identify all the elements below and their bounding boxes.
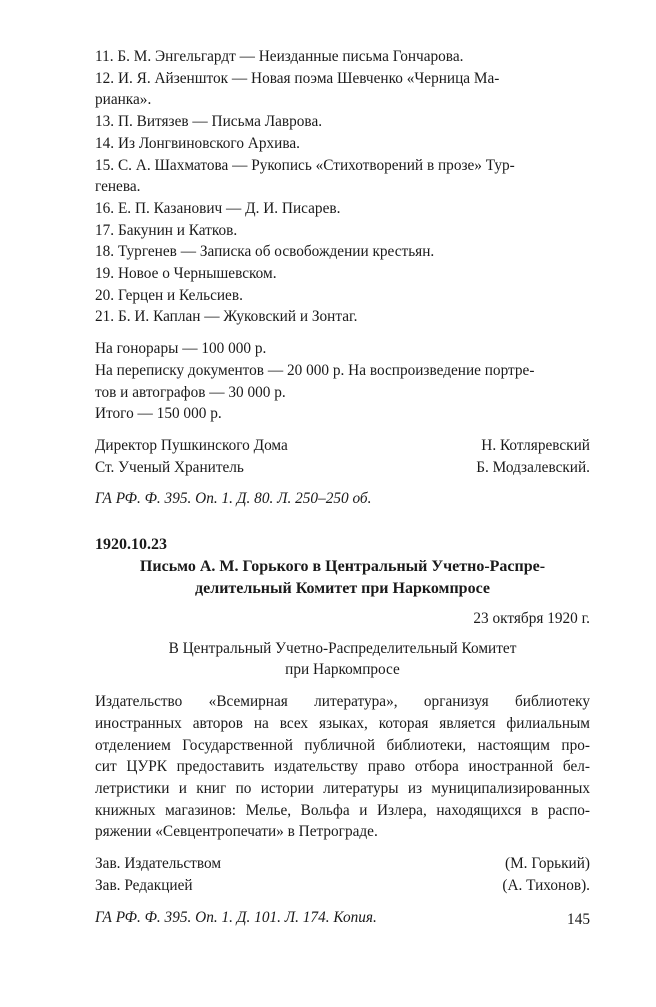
list-item: 16. Е. П. Казанович — Д. И. Писарев. xyxy=(95,199,341,217)
list-item: 18. Тургенев — Записка об освобождении крестьян. xyxy=(95,243,435,261)
page-number: 145 xyxy=(567,911,590,928)
list-item: 15. С. А. Шахматова — Рукопись «Стихотворений в прозе» Тур- xyxy=(95,156,515,174)
archive-source: ГА РФ. Ф. 395. Оп. 1. Д. 101. Л. 174. Копия. xyxy=(95,908,377,926)
signature-name: Н. Котляревский xyxy=(481,436,590,454)
body-line: сит ЦУРК предоставить издательству право отбора иностранной бел- xyxy=(95,758,590,776)
document-title-line: делительный Комитет при Наркомпросе xyxy=(195,580,490,598)
budget-fees: На гонорары — 100 000 р. xyxy=(95,340,267,358)
letter-body xyxy=(95,691,590,843)
document-id: 1920.10.23 xyxy=(95,536,167,554)
publication-list xyxy=(95,46,590,328)
list-item: 19. Новое о Чернышевском. xyxy=(95,265,277,283)
list-item: 17. Бакунин и Катков. xyxy=(95,221,238,239)
budget-section xyxy=(95,338,590,425)
list-item: 20. Герцен и Кельсиев. xyxy=(95,286,243,304)
signature-row xyxy=(95,853,590,875)
signature-role: Зав. Издательством xyxy=(95,855,222,873)
page-content xyxy=(95,46,590,928)
body-line: отделением Государственной публичной библиотеки, настоящим про- xyxy=(95,736,590,754)
addressee xyxy=(95,638,590,681)
signature-block xyxy=(95,853,590,896)
signature-role: Директор Пушкинского Дома xyxy=(95,436,288,454)
signature-name: Б. Модзалевский. xyxy=(476,458,590,476)
signature-name: (А. Тихонов). xyxy=(502,876,590,894)
list-item: 21. Б. И. Каплан — Жуковский и Зонтаг. xyxy=(95,308,358,326)
body-line: ряжении «Севцентропечати» в Петрограде. xyxy=(95,823,378,841)
list-item: 11. Б. М. Энгельгардт — Неизданные письма Гончарова. xyxy=(95,48,464,65)
body-line: Издательство «Всемирная литература», организуя библиотеку xyxy=(95,693,590,711)
signature-row xyxy=(95,435,590,457)
list-item: 13. П. Витязев — Письма Лаврова. xyxy=(95,113,323,131)
document-title-line: Письмо А. М. Горького в Центральный Учетно-Распре- xyxy=(139,558,546,576)
document-title xyxy=(95,556,590,600)
signature-name: (М. Горький) xyxy=(504,855,590,873)
list-item: 12. И. Я. Айзеншток — Новая поэма Шевченко «Черница Ма- xyxy=(95,69,500,87)
signature-block xyxy=(95,435,590,478)
signature-row xyxy=(95,875,590,897)
archive-source: ГА РФ. Ф. 395. Оп. 1. Д. 80. Л. 250–250 об. xyxy=(95,490,372,508)
list-item-continuation: генева. xyxy=(95,178,141,196)
body-line: иностранных авторов на всех языках, которая является филиальным xyxy=(95,714,590,732)
signature-row xyxy=(95,457,590,479)
addressee-line: В Центральный Учетно-Распределительный Комитет xyxy=(168,639,517,657)
budget-copying: На переписку документов — 20 000 р. На воспроизведение портре- xyxy=(95,361,535,379)
budget-copying-cont: тов и автографов — 30 000 р. xyxy=(95,383,286,401)
document-date: 23 октября 1920 г. xyxy=(473,610,590,628)
list-item: 14. Из Лонгвиновского Архива. xyxy=(95,134,300,152)
addressee-line: при Наркомпросе xyxy=(285,661,400,679)
body-line: книжных магазинов: Мелье, Вольфа и Излера, находящихся в распо- xyxy=(95,801,590,819)
body-line: летристики и книг по истории литературы из муниципализированных xyxy=(95,779,590,797)
signature-role: Ст. Ученый Хранитель xyxy=(95,458,244,476)
signature-role: Зав. Редакцией xyxy=(95,876,193,894)
list-item-continuation: рианка». xyxy=(95,91,152,109)
budget-total: Итого — 150 000 р. xyxy=(95,405,222,423)
